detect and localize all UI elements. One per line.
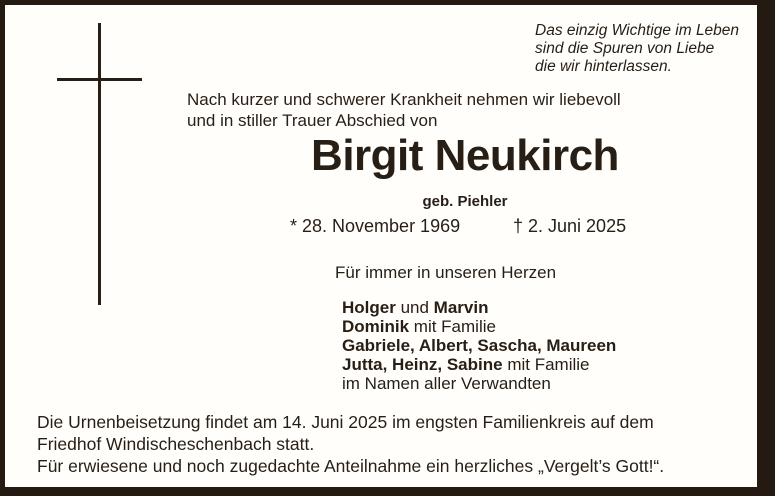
mourners-line [342,355,616,374]
mourner-segment: Jutta, Heinz, Sabine [342,355,503,374]
mourner-segment: Marvin [433,298,489,317]
mourner-segment: und [395,298,434,317]
birth-date: * 28. November 1969 [290,216,461,236]
mourner-segment: Holger [342,298,396,317]
announcement-text [187,89,621,131]
verse-line: sind die Spuren von Liebe [535,40,715,57]
death-date: † 2. Juni 2025 [513,216,627,236]
obituary-notice [5,5,757,487]
funeral-information [37,411,664,477]
mourners-list [342,298,616,393]
mourner-segment: mit Familie [409,317,496,336]
announcement-line: und in stiller Trauer Abschied von [187,111,438,130]
mourners-line [342,336,616,355]
cross-icon [98,23,101,305]
mourner-segment: im Namen aller Verwandten [342,374,551,393]
maiden-name: geb. Piehler [422,193,508,210]
verse-line: die wir hinterlassen. [535,58,672,75]
mourners-line [342,374,616,393]
verse-line: Das einzig Wichtige im Leben [535,22,740,39]
mourner-segment: Dominik [342,317,410,336]
mourner-segment: Gabriele, Albert, Sascha, Maureen [342,336,617,355]
mourners-line [342,298,616,317]
cross-icon [57,78,142,81]
funeral-line: Die Urnenbeisetzung findet am 14. Juni 2025 im engsten Familienkreis auf dem [37,412,654,432]
memorial-verse [535,22,739,76]
mourner-segment: mit Familie [502,355,590,374]
deceased-name: Birgit Neukirch [311,131,619,180]
remembrance-line: Für immer in unseren Herzen [335,263,557,282]
funeral-line: Für erwiesene und noch zugedachte Anteilnahme ein herzliches „Vergelt’s Gott!“. [37,456,665,476]
mourners-line [342,317,616,336]
announcement-line: Nach kurzer und schwerer Krankheit nehmen wir liebevoll [187,90,621,109]
funeral-line: Friedhof Windischeschenbach statt. [37,434,315,454]
